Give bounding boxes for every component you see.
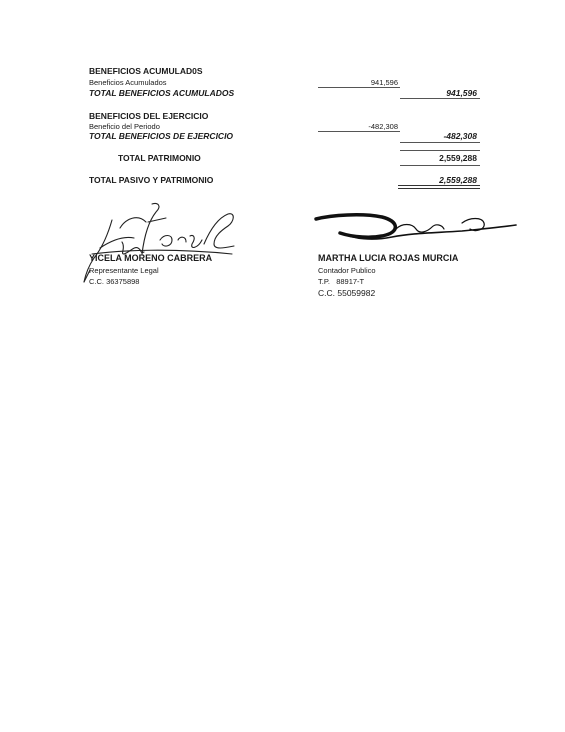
total-beneficios-ejercicio-label: TOTAL BENEFICIOS DE EJERCICIO [89,131,234,141]
beneficios-acumulados-value: 941,596 [370,78,398,87]
total-beneficios-ejercicio-value: -482,308 [443,131,477,141]
underline [400,142,480,143]
total-patrimonio-label: TOTAL PATRIMONIO [118,153,201,163]
underline [400,150,480,151]
total-patrimonio-value: 2,559,288 [439,153,477,163]
underline [400,98,480,99]
signature-right [312,211,518,251]
signatory-left-name: YICELA MORENO CABRERA [89,253,213,263]
signatory-right-id: C.C. 55059982 [318,288,376,298]
beneficio-periodo-label: Beneficio del Periodo [89,122,160,131]
beneficios-acumulados-label: Beneficios Acumulados [89,78,167,87]
signatory-right-role: Contador Publico [318,266,376,275]
section-heading-beneficios-ejercicio: BENEFICIOS DEL EJERCICIO [89,111,209,121]
total-beneficios-acumulados-value: 941,596 [446,88,477,98]
signatory-right-name: MARTHA LUCIA ROJAS MURCIA [318,253,459,263]
total-pasivo-patrimonio-value: 2,559,288 [439,175,477,185]
underline [318,87,400,88]
total-pasivo-patrimonio-label: TOTAL PASIVO Y PATRIMONIO [89,175,214,185]
double-underline-bottom [398,188,480,189]
double-underline-top [398,185,480,186]
underline [318,131,400,132]
underline [400,165,480,166]
signatory-left-id: C.C. 36375898 [89,277,140,286]
signatory-right-tp: T.P. 88917-T [318,277,365,286]
beneficio-periodo-value: -482,308 [368,122,398,131]
signatory-left-role: Representante Legal [89,266,159,275]
total-beneficios-acumulados-label: TOTAL BENEFICIOS ACUMULADOS [89,88,235,98]
section-heading-beneficios-acumulados: BENEFICIOS ACUMULAD0S [89,66,203,76]
